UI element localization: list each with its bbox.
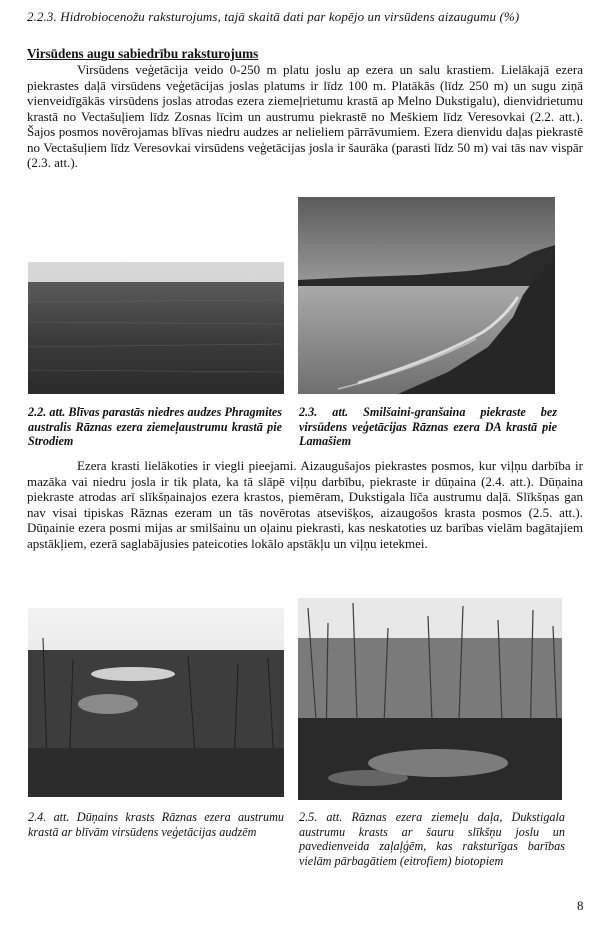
paragraph-emergent-vegetation bbox=[27, 62, 583, 171]
caption-figure-2-4: 2.4. att. Dūņains krasts Rāznas ezera austrumu krastā ar blīvām virsūdens veģetācijas audzēm bbox=[28, 810, 284, 839]
photo-quagmire-belt bbox=[298, 598, 562, 800]
paragraph-shore-accessibility bbox=[27, 458, 583, 551]
photo-reed-stands bbox=[28, 262, 284, 394]
photo-muddy-shore bbox=[28, 608, 284, 797]
caption-figure-2-5: 2.5. att. Rāznas ezera ziemeļu daļa, Dukstigala austrumu krasts ar šauru slīkšņu joslu un pavedienveida zaļaļģēm, kas raksturīgas barības vielām pārbagātiem (eitrofiem) biotopiem bbox=[299, 810, 565, 868]
paragraph-text: Ezera krasti lielākoties ir viegli pieejami. Aizaugušajos piekrastes posmos, kur viļņu darbība ir mazāka vai niedru josla ir tik plata, ka tā slāpē viļņu darbību, piekraste ir dūņaina (2.4. att.). Dūņaina piekraste atrodas arī slīkšņainajos ezera krastos, piemēram, Dukstigala līča austrumu daļā. Slīkšņas gan nav visai tipiskas Rāznas ezeram un tās novērotas atsevišķos, aizaugošos krasta posmos (2.5. att.). Dūņainie ezera posmi mijas ar smilšainu un oļainu piekrasti, kas neskatoties uz barības vielām bagātajiem apstākļiem, ezerā saglabājusies pateicoties lokālo apstākļu un viļņu ietekmei. bbox=[27, 458, 583, 551]
caption-figure-2-3: 2.3. att. Smilšaini-granšaina piekraste bez virsūdens veģetācijas Rāznas ezera DA krastā pie Lamašiem bbox=[299, 405, 557, 448]
section-header: 2.2.3. Hidrobiocenožu raksturojums, tajā skaitā dati par kopējo un virsūdens aizaugumu (%) bbox=[27, 9, 520, 24]
section-title: Virsūdens augu sabiedrību raksturojums bbox=[27, 46, 259, 61]
paragraph-text: Virsūdens veģetācija veido 0-250 m platu joslu ap ezera un salu krastiem. Lielākajā ezera piekrastes daļā virsūdens veģetācijas joslas platums ir līdz 100 m. Platākās (līdz 250 m) un sugu ziņā vienveidīgākās virsūdens joslas atrodas ezera ziemeļrietumu krastā ap Melno Dukstigalu), dienvidrietumu krastā no Vectašuļiem līdz Zosnas līcim un austrumu piekrastē no Meškiem līdz Veresovkai (2.2. att.). Šajos posmos novērojamas blīvas niedru audzes ar nelieliem pārrāvumiem. Ezera dienvidu daļas piekrastē no Vectašuļiem līdz Veresovkai virsūdens veģetācijas josla ir šaurāka (parasti līdz 50 m) vai tās nav vispār (2.3. att.). bbox=[27, 62, 583, 170]
page-number: 8 bbox=[577, 898, 584, 913]
photo-sandy-shore bbox=[298, 197, 555, 394]
caption-figure-2-2: 2.2. att. Blīvas parastās niedres audzes Phragmites australis Rāznas ezera ziemeļaustrumu krastā pie Strodiem bbox=[28, 405, 282, 448]
